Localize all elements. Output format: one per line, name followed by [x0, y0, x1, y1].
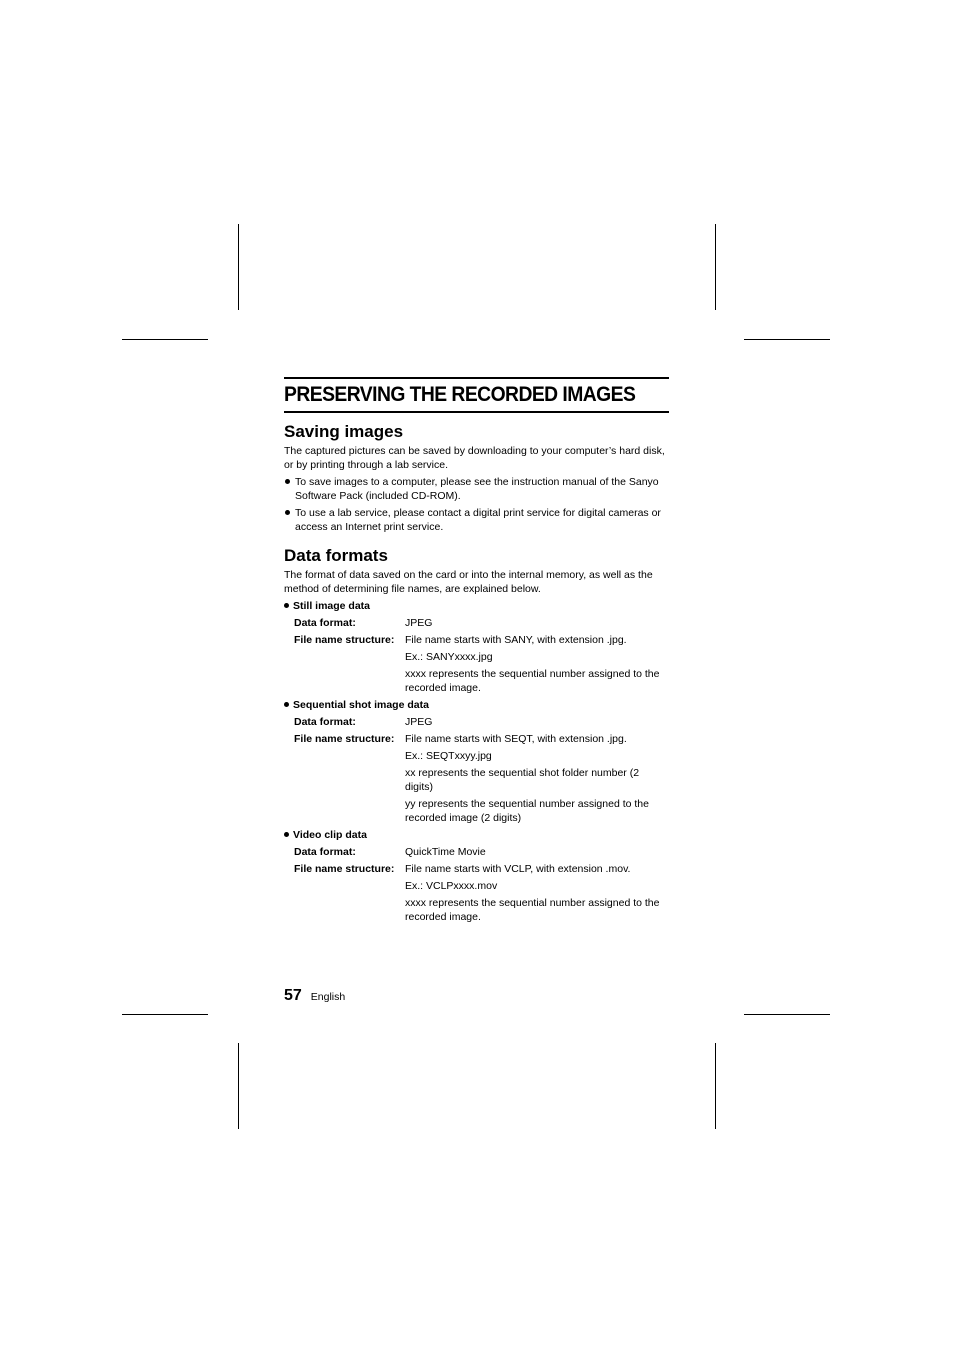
group-still-image: Still image data	[284, 599, 669, 613]
page-footer	[284, 987, 345, 1005]
data-format-row: Data format: JPEG	[294, 716, 433, 728]
crop-mark	[238, 1043, 239, 1129]
data-format-row: Data format: JPEG	[294, 617, 433, 629]
crop-mark	[122, 339, 208, 340]
title-rule-top	[284, 377, 669, 379]
crop-mark	[715, 1043, 716, 1129]
crop-mark	[715, 224, 716, 310]
list-item: To use a lab service, please contact a digital print service for digital cameras or access an Internet print service.	[284, 506, 669, 534]
note: Ex.: VCLPxxxx.mov	[405, 880, 498, 892]
page-content	[284, 377, 669, 924]
group-sequential-shot: Sequential shot image data	[284, 698, 669, 712]
section-heading-saving: Saving images	[284, 422, 404, 441]
bullet-icon	[284, 832, 289, 837]
bullet-icon	[285, 510, 290, 515]
note: xx represents the sequential shot folder number (2 digits)	[405, 767, 640, 793]
crop-mark	[744, 339, 830, 340]
note: yy represents the sequential number assigned to the recorded image (2 digits)	[405, 798, 649, 824]
note: Ex.: SEQTxxyy.jpg	[405, 750, 492, 762]
saving-bullet-list	[284, 475, 669, 534]
crop-mark	[744, 1014, 830, 1015]
file-name-row: File name structure: File name starts with SANY, with extension .jpg.	[294, 634, 627, 646]
bullet-icon	[285, 479, 290, 484]
list-item: To save images to a computer, please see the instruction manual of the Sanyo Software Pack (included CD-ROM).	[284, 475, 669, 503]
crop-mark	[122, 1014, 208, 1015]
formats-intro: The format of data saved on the card or into the internal memory, as well as the method of determining file names, are explained below.	[284, 569, 653, 595]
note: Ex.: SANYxxxx.jpg	[405, 651, 493, 663]
note: xxxx represents the sequential number assigned to the recorded image.	[405, 897, 660, 923]
group-video-clip: Video clip data	[284, 828, 669, 842]
page-number: 57	[284, 987, 302, 1004]
note: xxxx represents the sequential number assigned to the recorded image.	[405, 668, 660, 694]
file-name-row: File name structure: File name starts with SEQT, with extension .jpg.	[294, 733, 627, 745]
bullet-icon	[284, 603, 289, 608]
saving-intro: The captured pictures can be saved by downloading to your computer’s hard disk, or by printing through a lab service.	[284, 445, 665, 471]
bullet-icon	[284, 702, 289, 707]
data-format-row: Data format: QuickTime Movie	[294, 846, 486, 858]
crop-mark	[238, 224, 239, 310]
title-rule-bottom	[284, 411, 669, 413]
file-name-row: File name structure: File name starts with VCLP, with extension .mov.	[294, 863, 631, 875]
page-language: English	[310, 991, 346, 1003]
section-heading-formats: Data formats	[284, 546, 388, 565]
page-title: PRESERVING THE RECORDED IMAGES	[284, 383, 636, 406]
